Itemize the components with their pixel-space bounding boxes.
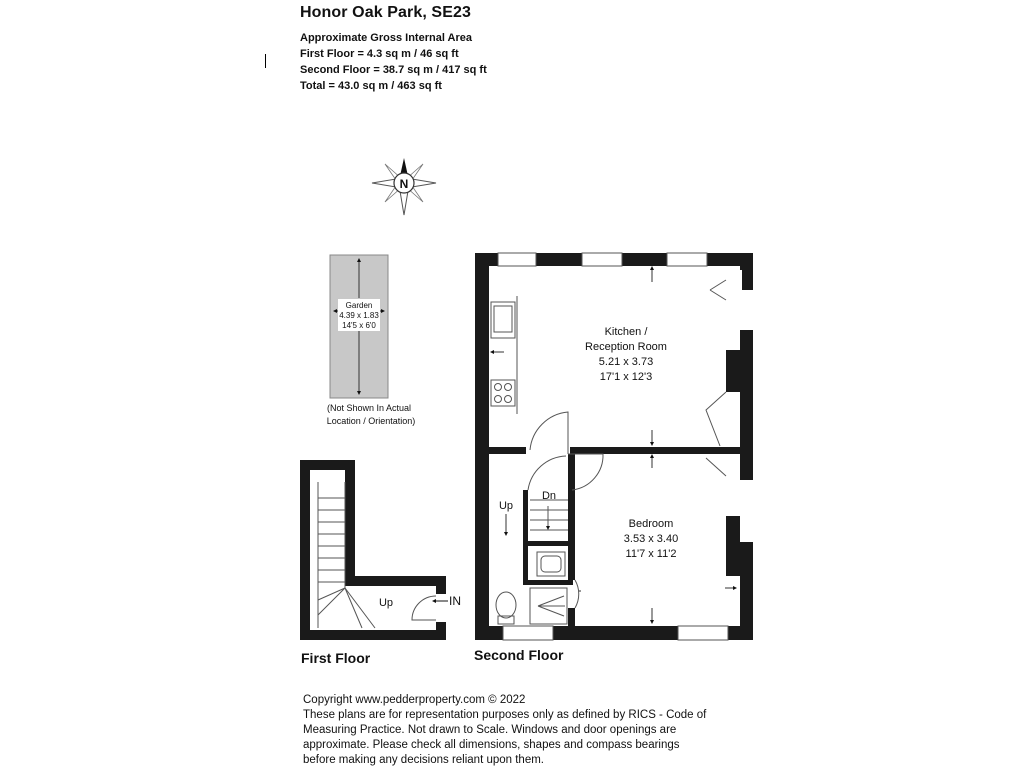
first-floor-area: First Floor = 4.3 sq m / 46 sq ft (300, 48, 459, 60)
footer-disclaimer (303, 693, 733, 768)
second-floor-area: Second Floor = 38.7 sq m / 417 sq ft (300, 64, 487, 76)
garden-imperial: 14'5 x 6'0 (342, 321, 376, 330)
disclaimer-line-1: These plans are for representation purposes only as defined by RICS - Code of (303, 709, 707, 721)
first-floor-plan (300, 460, 461, 640)
disclaimer-line-2: Measuring Practice. Not drawn to Scale. Windows and door openings are (303, 724, 677, 736)
compass-north-label: N (399, 177, 409, 191)
garden-note-1: (Not Shown In Actual (326, 403, 412, 413)
first-floor-up-label: Up (378, 597, 394, 609)
entrance-label: IN (449, 594, 461, 608)
bedroom-label: Bedroom (628, 518, 674, 530)
first-floor-label: First Floor (301, 650, 371, 666)
total-area: Total = 43.0 sq m / 463 sq ft (300, 80, 442, 92)
stairs-up-label: Up (498, 500, 514, 512)
kitchen-label-2: Reception Room (585, 341, 667, 353)
property-title: Honor Oak Park, SE23 (300, 4, 471, 21)
disclaimer-line-3: approximate. Please check all dimensions, shapes and compass bearings (303, 739, 680, 751)
kitchen-imperial: 17'1 x 12'3 (599, 371, 653, 383)
area-heading: Approximate Gross Internal Area (300, 32, 472, 44)
bedroom-metric: 3.53 x 3.40 (623, 533, 679, 545)
copyright-line: Copyright www.pedderproperty.com © 2022 (303, 694, 526, 706)
kitchen-label-1: Kitchen / (604, 326, 648, 338)
bedroom-imperial: 11'7 x 11'2 (625, 548, 677, 560)
second-floor-label: Second Floor (474, 647, 564, 663)
garden-name: Garden (345, 301, 373, 310)
kitchen-metric: 5.21 x 3.73 (598, 356, 654, 368)
second-floor-plan (475, 253, 753, 640)
compass-icon (372, 158, 436, 215)
garden (327, 255, 416, 426)
garden-note-2: Location / Orientation) (326, 416, 416, 426)
stairs-down-label: Dn (541, 490, 557, 502)
disclaimer-line-4: before making any decisions reliant upon them. (303, 754, 545, 766)
garden-metric: 4.39 x 1.83 (339, 311, 379, 320)
